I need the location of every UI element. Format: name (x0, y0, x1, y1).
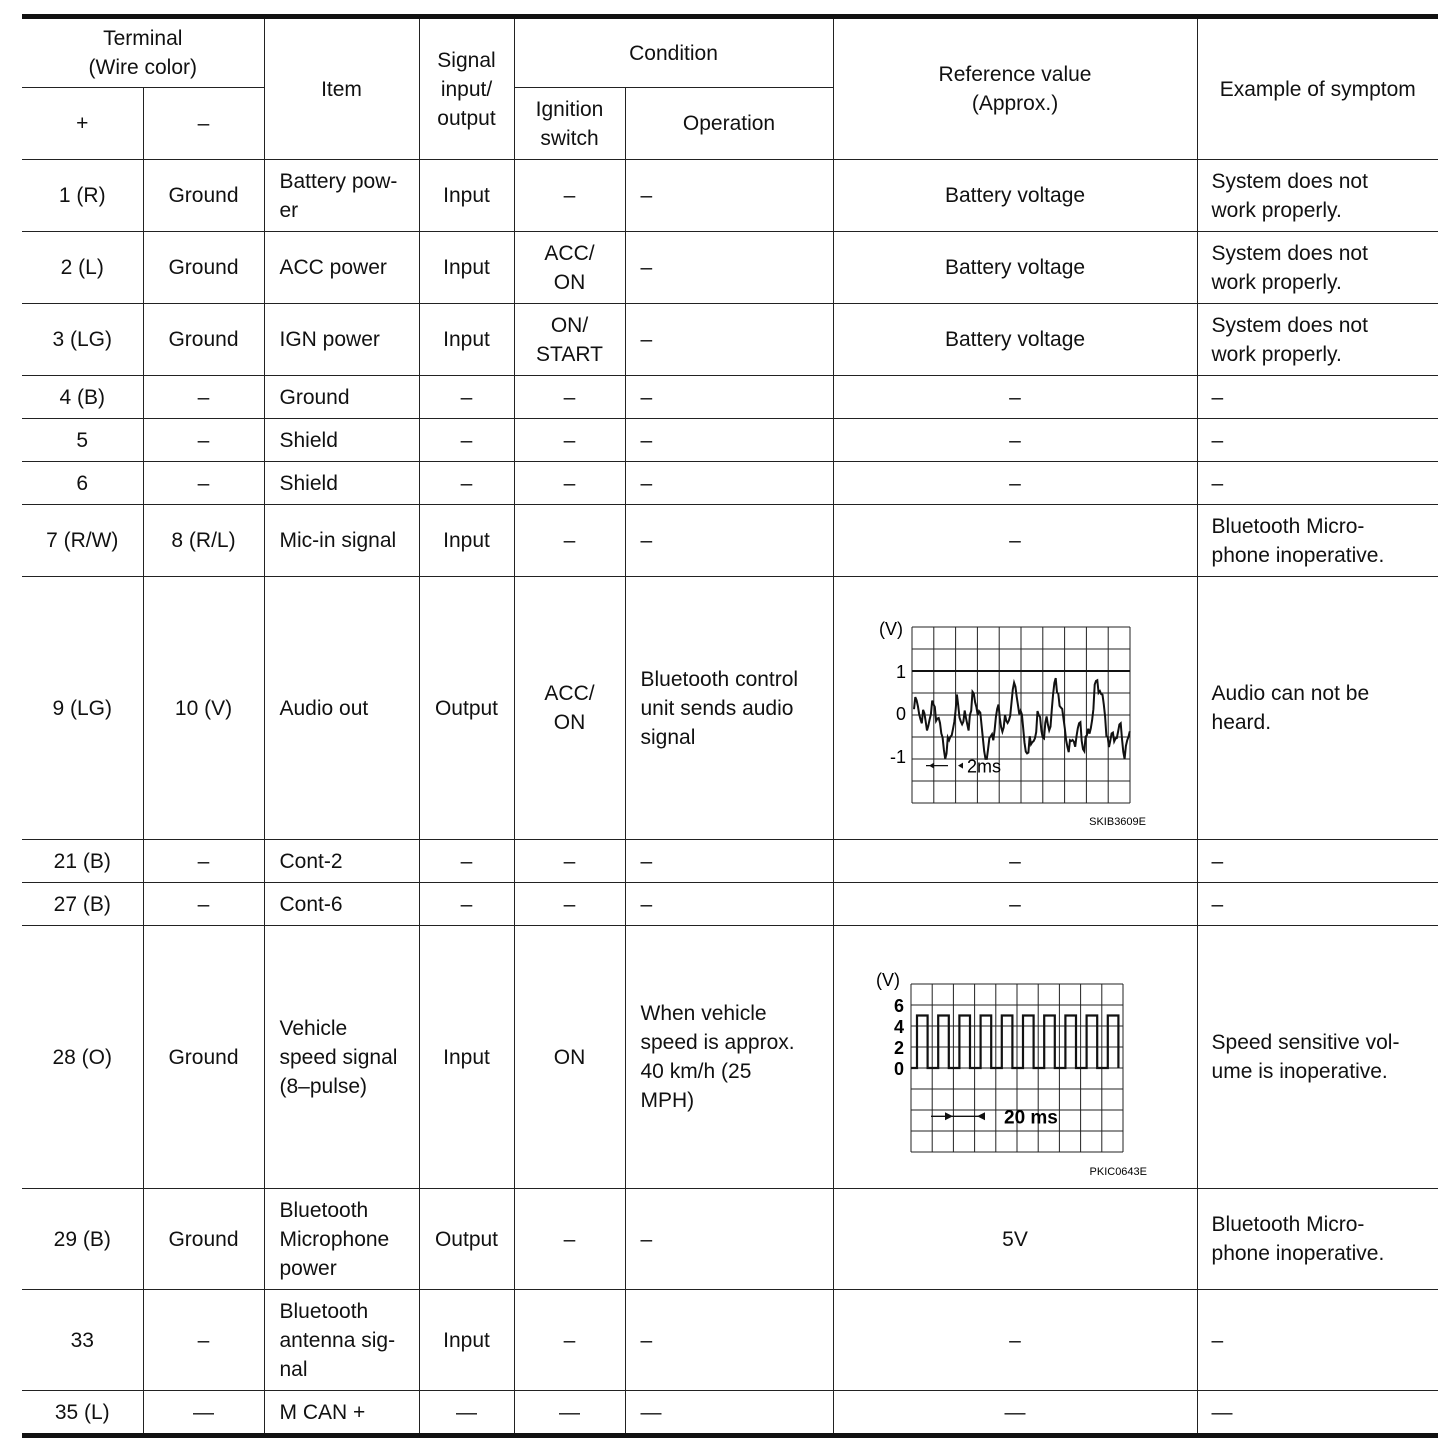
cell-operation: – (625, 462, 833, 505)
cell-plus: 5 (22, 419, 143, 462)
header-operation: Operation (625, 88, 833, 160)
cell-symptom: – (1197, 883, 1438, 926)
table-row (22, 376, 1438, 419)
audio-waveform-trace (914, 678, 1130, 759)
terminal-reference-table (22, 14, 1438, 1438)
cell-minus: – (143, 462, 264, 505)
time-arrow-left (945, 1112, 953, 1120)
cell-symptom: – (1197, 462, 1438, 505)
cell-plus: 9 (LG) (22, 577, 143, 840)
waveform-time-label: 20 ms (1003, 1107, 1058, 1129)
cell-reference: Battery voltage (833, 160, 1197, 232)
table-row (22, 926, 1438, 1189)
table-row (22, 577, 1438, 840)
cell-reference: 5V (833, 1189, 1197, 1290)
cell-plus: 29 (B) (22, 1189, 143, 1290)
table-row (22, 419, 1438, 462)
header-terminal: Terminal (Wire color) (22, 17, 264, 88)
waveform-unit-label: (V) (875, 970, 900, 990)
cell-item: Shield (264, 462, 419, 505)
cell-signal: Input (419, 232, 514, 304)
cell-reference: – (833, 840, 1197, 883)
cell-operation: – (625, 840, 833, 883)
cell-item: M CAN + (264, 1391, 419, 1436)
table-row (22, 232, 1438, 304)
waveform-unit-label: (V) (878, 619, 903, 639)
cell-symptom: – (1197, 840, 1438, 883)
cell-operation: – (625, 376, 833, 419)
cell-symptom: System does not work properly. (1197, 160, 1438, 232)
cell-ignition: ACC/ ON (514, 232, 625, 304)
cell-operation: – (625, 883, 833, 926)
time-arrow-left (929, 763, 934, 769)
cell-operation: – (625, 419, 833, 462)
cell-ignition: ON (514, 926, 625, 1189)
time-arrow-right (958, 763, 963, 769)
cell-signal: Input (419, 1290, 514, 1391)
cell-reference: – (833, 376, 1197, 419)
cell-ignition: – (514, 1189, 625, 1290)
cell-minus: 10 (V) (143, 577, 264, 840)
cell-minus: – (143, 419, 264, 462)
cell-plus: 1 (R) (22, 160, 143, 232)
cell-item: Mic-in signal (264, 505, 419, 577)
cell-operation: — (625, 1391, 833, 1436)
cell-plus: 33 (22, 1290, 143, 1391)
header-minus: – (143, 88, 264, 160)
cell-item: Bluetooth Microphone power (264, 1189, 419, 1290)
cell-minus: – (143, 883, 264, 926)
cell-item: Ground (264, 376, 419, 419)
table-row (22, 160, 1438, 232)
cell-item: ACC power (264, 232, 419, 304)
table-row (22, 1391, 1438, 1436)
cell-minus: — (143, 1391, 264, 1436)
cell-item: Vehicle speed signal (8–pulse) (264, 926, 419, 1189)
cell-plus: 2 (L) (22, 232, 143, 304)
cell-symptom: Speed sensitive vol- ume is inoperative. (1197, 926, 1438, 1189)
cell-reference: — (833, 1391, 1197, 1436)
cell-ignition: ACC/ ON (514, 577, 625, 840)
time-arrow-right (977, 1112, 985, 1120)
cell-symptom: — (1197, 1391, 1438, 1436)
cell-minus: Ground (143, 160, 264, 232)
waveform-tick-label: 6 (893, 996, 904, 1016)
cell-item: Bluetooth antenna sig- nal (264, 1290, 419, 1391)
cell-reference: – (833, 419, 1197, 462)
cell-item: Cont-2 (264, 840, 419, 883)
header-symptom: Example of symptom (1197, 17, 1438, 160)
cell-operation: – (625, 304, 833, 376)
cell-item: Battery pow- er (264, 160, 419, 232)
cell-minus: – (143, 1290, 264, 1391)
speed-pulse-trace (911, 1016, 1118, 1069)
cell-ignition: – (514, 376, 625, 419)
audio-waveform-graph (834, 577, 1198, 839)
table-row (22, 840, 1438, 883)
header-condition: Condition (514, 17, 833, 88)
cell-ignition: ON/ START (514, 304, 625, 376)
header-plus: + (22, 88, 143, 160)
cell-plus: 4 (B) (22, 376, 143, 419)
cell-symptom: System does not work properly. (1197, 232, 1438, 304)
cell-reference: Battery voltage (833, 304, 1197, 376)
cell-signal: Input (419, 160, 514, 232)
table-row (22, 1189, 1438, 1290)
cell-plus: 6 (22, 462, 143, 505)
cell-minus: 8 (R/L) (143, 505, 264, 577)
cell-reference: – (833, 505, 1197, 577)
cell-signal: Input (419, 304, 514, 376)
cell-item: Cont-6 (264, 883, 419, 926)
cell-signal: Output (419, 577, 514, 840)
cell-minus: Ground (143, 304, 264, 376)
cell-signal: – (419, 376, 514, 419)
vehicle-speed-waveform-graph (834, 926, 1198, 1188)
cell-ignition: – (514, 840, 625, 883)
cell-ignition: – (514, 1290, 625, 1391)
cell-operation: – (625, 1290, 833, 1391)
cell-ignition: – (514, 462, 625, 505)
cell-ignition: — (514, 1391, 625, 1436)
cell-minus: Ground (143, 1189, 264, 1290)
cell-reference-waveform (833, 577, 1197, 840)
cell-item: Audio out (264, 577, 419, 840)
table-row (22, 462, 1438, 505)
cell-signal: Input (419, 505, 514, 577)
cell-item: Shield (264, 419, 419, 462)
cell-operation: – (625, 505, 833, 577)
cell-signal: — (419, 1391, 514, 1436)
waveform-tick-label: 0 (893, 1059, 904, 1079)
cell-operation: – (625, 1189, 833, 1290)
cell-symptom: System does not work properly. (1197, 304, 1438, 376)
cell-ignition: – (514, 883, 625, 926)
figure-id-label: PKIC0643E (1089, 1166, 1147, 1178)
cell-symptom: Bluetooth Micro- phone inoperative. (1197, 1189, 1438, 1290)
cell-symptom: – (1197, 1290, 1438, 1391)
table-row (22, 505, 1438, 577)
cell-item: IGN power (264, 304, 419, 376)
cell-plus: 28 (O) (22, 926, 143, 1189)
cell-signal: – (419, 419, 514, 462)
table-row (22, 304, 1438, 376)
waveform-tick-label: 0 (895, 703, 906, 724)
cell-operation: When vehicle speed is approx. 40 km/h (25 MPH) (625, 926, 833, 1189)
cell-reference: – (833, 1290, 1197, 1391)
cell-reference-waveform (833, 926, 1197, 1189)
cell-plus: 3 (LG) (22, 304, 143, 376)
cell-minus: Ground (143, 232, 264, 304)
cell-plus: 27 (B) (22, 883, 143, 926)
cell-signal: – (419, 883, 514, 926)
cell-reference: – (833, 883, 1197, 926)
table-row (22, 883, 1438, 926)
figure-id-label: SKIB3609E (1088, 816, 1146, 828)
cell-operation: Bluetooth control unit sends audio signal (625, 577, 833, 840)
cell-minus: – (143, 376, 264, 419)
waveform-tick-label: -1 (889, 746, 906, 767)
cell-operation: – (625, 232, 833, 304)
cell-reference: – (833, 462, 1197, 505)
waveform-time-label: 2ms (966, 756, 1001, 777)
waveform-tick-label: 4 (893, 1017, 904, 1037)
cell-operation: – (625, 160, 833, 232)
cell-signal: Output (419, 1189, 514, 1290)
cell-signal: – (419, 840, 514, 883)
cell-minus: Ground (143, 926, 264, 1189)
cell-signal: Input (419, 926, 514, 1189)
cell-symptom: Bluetooth Micro- phone inoperative. (1197, 505, 1438, 577)
cell-ignition: – (514, 419, 625, 462)
cell-ignition: – (514, 505, 625, 577)
cell-symptom: – (1197, 376, 1438, 419)
waveform-tick-label: 2 (893, 1038, 904, 1058)
cell-plus: 35 (L) (22, 1391, 143, 1436)
cell-plus: 21 (B) (22, 840, 143, 883)
header-ignition: Ignition switch (514, 88, 625, 160)
header-item: Item (264, 17, 419, 160)
cell-signal: – (419, 462, 514, 505)
cell-ignition: – (514, 160, 625, 232)
header-signal: Signal input/ output (419, 17, 514, 160)
cell-symptom: – (1197, 419, 1438, 462)
cell-minus: – (143, 840, 264, 883)
table-row (22, 1290, 1438, 1391)
header-reference: Reference value (Approx.) (833, 17, 1197, 160)
cell-plus: 7 (R/W) (22, 505, 143, 577)
cell-reference: Battery voltage (833, 232, 1197, 304)
cell-symptom: Audio can not be heard. (1197, 577, 1438, 840)
waveform-tick-label: 1 (895, 662, 906, 682)
